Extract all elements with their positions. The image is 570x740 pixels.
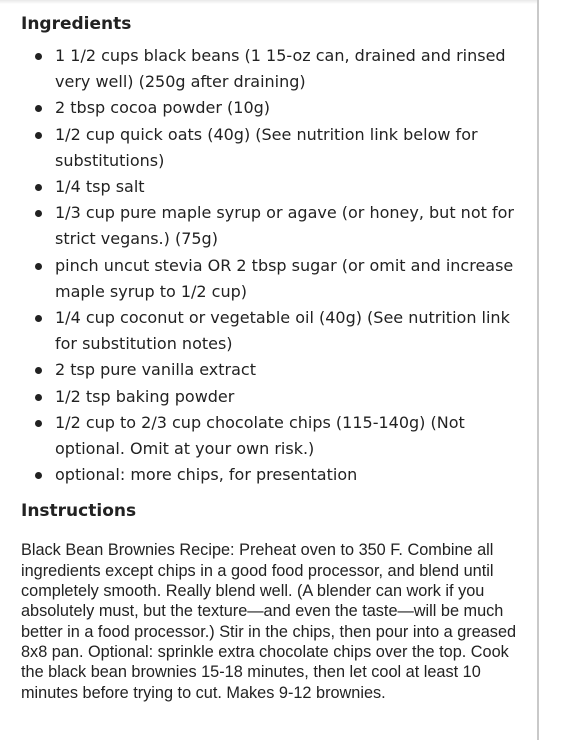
list-item — [21, 384, 531, 410]
instructions-heading: Instructions — [21, 501, 137, 522]
right-border-line — [537, 0, 539, 740]
ingredients-heading: Ingredients — [21, 14, 132, 34]
list-item — [21, 305, 531, 357]
ingredient-text: 1/2 cup quick oats (40g) (See nutrition link below for substitutions) — [55, 124, 478, 170]
list-item — [21, 253, 531, 305]
ingredient-text: 1/4 tsp salt — [55, 177, 145, 197]
bullet-icon — [35, 263, 42, 270]
recipe-content — [21, 13, 531, 703]
ingredient-text: 1/3 cup pure maple syrup or agave (or honey, but not for strict vegans.) (75g) — [55, 203, 514, 249]
bullet-icon — [35, 315, 42, 322]
bullet-icon — [35, 420, 42, 427]
ingredient-text: 1/2 tsp baking powder — [55, 386, 235, 406]
list-item — [21, 200, 531, 252]
ingredient-text: 1/2 cup to 2/3 cup chocolate chips (115-140g) (Not optional. Omit at your own risk.) — [55, 412, 465, 459]
ingredient-text: 2 tsp pure vanilla extract — [55, 360, 256, 380]
list-item — [21, 174, 531, 200]
top-edge-shadow — [0, 0, 537, 4]
bullet-icon — [35, 367, 42, 374]
ingredient-text: pinch uncut stevia OR 2 tbsp sugar (or omit and increase maple syrup to 1/2 cup) — [55, 255, 514, 301]
bullet-icon — [35, 184, 42, 191]
instructions-paragraph: Black Bean Brownies Recipe: Preheat oven to 350 F. Combine all ingredients except chips in a good food processor, and blend until completely smooth. Really blend well. (A blender can work if you absolutely must, but the texture—and even the taste—will be much better in a food processor.) Stir in the chips, then pour into a greased 8x8 pan. Optional: sprinkle extra chocolate chips over the top. Cook the black bean brownies 15-18 minutes, then let cool at least 10 minutes before trying to cut. Makes 9-12 brownies. — [21, 541, 517, 702]
ingredient-text: 2 tbsp cocoa powder (10g) — [55, 98, 271, 118]
bullet-icon — [35, 394, 42, 401]
list-item — [21, 43, 531, 95]
ingredients-list — [21, 43, 531, 488]
ingredient-text: 1/4 cup coconut or vegetable oil (40g) (See nutrition link for substitution notes) — [55, 308, 510, 354]
list-item — [21, 122, 531, 174]
bullet-icon — [35, 53, 42, 60]
list-item — [21, 410, 531, 462]
bullet-icon — [35, 105, 42, 112]
ingredient-text: optional: more chips, for presentation — [55, 465, 358, 485]
bullet-icon — [35, 472, 42, 479]
list-item — [21, 95, 531, 121]
list-item — [21, 462, 531, 488]
list-item — [21, 357, 531, 383]
bullet-icon — [35, 210, 42, 217]
bullet-icon — [35, 132, 42, 139]
ingredient-text: 1 1/2 cups black beans (1 15-oz can, drained and rinsed very well) (250g after draining) — [55, 46, 506, 92]
